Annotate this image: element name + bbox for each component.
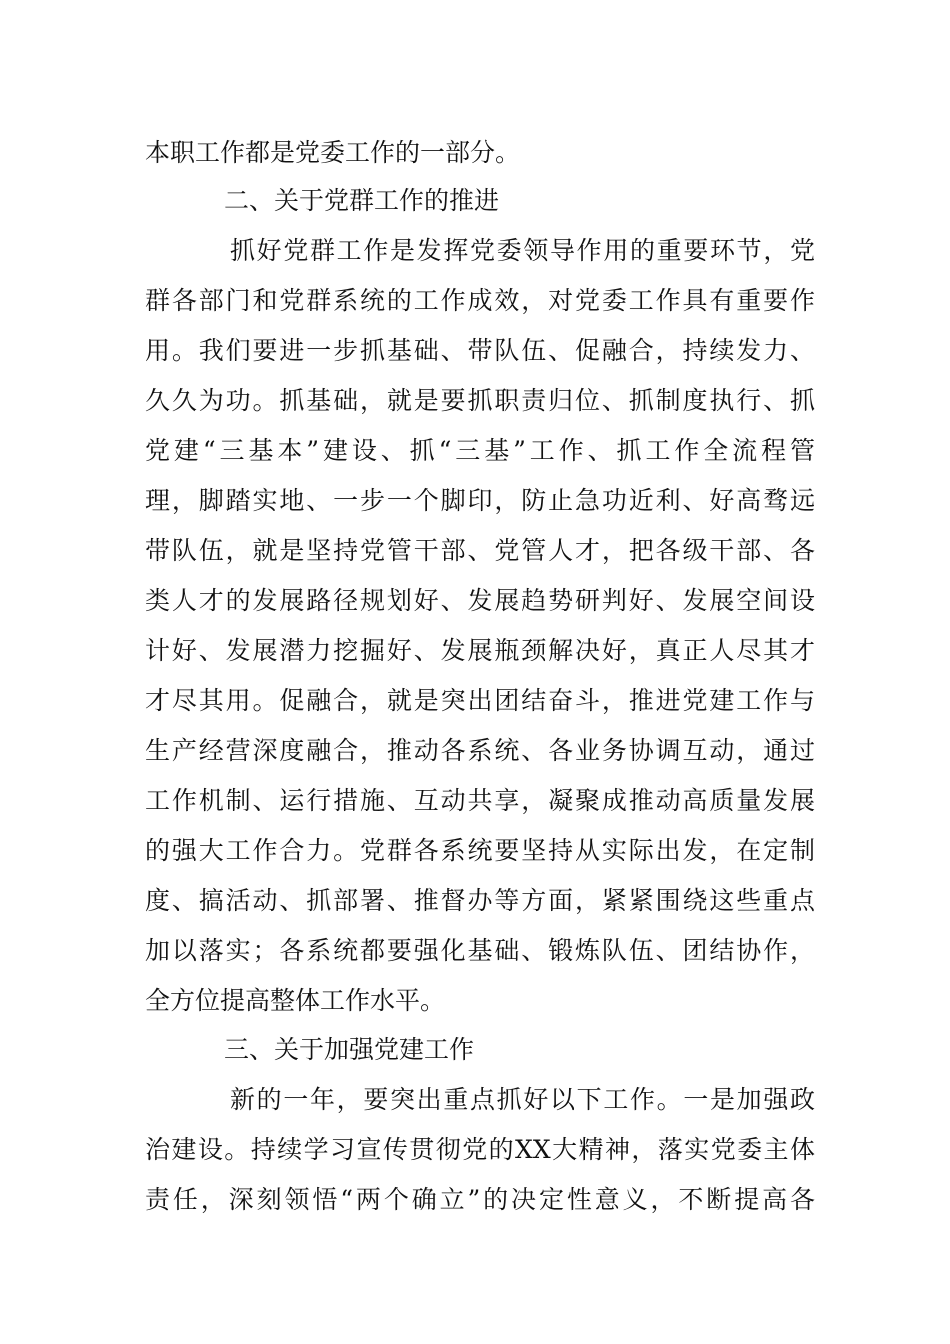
section-two-heading: 二、关于党群工作的推进 (224, 186, 500, 215)
section-two-paragraph-line: 全方位提高整体工作水平。 (145, 986, 446, 1015)
section-two-paragraph-line: 理，脚踏实地、一步一个脚印，防止急功近利、好高骛远 (145, 486, 815, 515)
section-two-paragraph-line: 计好、发展潜力挖掘好、发展瓶颈解决好，真正人尽其才 (145, 636, 815, 665)
section-two-paragraph-line: 久久为功。抓基础，就是要抓职责归位、抓制度执行、抓 (145, 386, 815, 415)
section-three-paragraph-line: 治建设。持续学习宣传贯彻党的XX大精神，落实党委主体 (145, 1135, 815, 1164)
section-two-paragraph-line: 带队伍，就是坚持党管干部、党管人才，把各级干部、各 (145, 536, 815, 565)
section-two-paragraph-line: 工作机制、运行措施、互动共享，凝聚成推动高质量发展 (145, 786, 815, 815)
section-two-paragraph-line: 用。我们要进一步抓基础、带队伍、促融合，持续发力、 (145, 336, 815, 365)
section-two-paragraph-line: 群各部门和党群系统的工作成效，对党委工作具有重要作 (145, 286, 815, 315)
section-three-heading: 三、关于加强党建工作 (224, 1035, 475, 1064)
section-two-paragraph-line: 的强大工作合力。党群各系统要坚持从实际出发，在定制 (145, 836, 815, 865)
section-two-paragraph-line: 加以落实；各系统都要强化基础、锻炼队伍、团结协作， (145, 936, 815, 965)
section-two-paragraph-line: 抓好党群工作是发挥党委领导作用的重要环节，党 (230, 236, 815, 265)
section-three-paragraph-line: 新的一年，要突出重点抓好以下工作。一是加强政 (230, 1085, 815, 1114)
section-two-paragraph-line: 才尽其用。促融合，就是突出团结奋斗，推进党建工作与 (145, 686, 815, 715)
section-two-paragraph-line: 类人才的发展路径规划好、发展趋势研判好、发展空间设 (145, 586, 815, 615)
section-two-paragraph-line: 党建“三基本”建设、抓“三基”工作、抓工作全流程管 (145, 436, 815, 465)
section-two-paragraph-line: 生产经营深度融合，推动各系统、各业务协调互动，通过 (145, 736, 815, 765)
paragraph-continued-line: 本职工作都是党委工作的一部分。 (145, 138, 521, 167)
section-two-paragraph-line: 度、搞活动、抓部署、推督办等方面，紧紧围绕这些重点 (145, 886, 815, 915)
section-three-paragraph-line: 责任，深刻领悟“两个确立”的决定性意义，不断提高各 (145, 1185, 815, 1214)
